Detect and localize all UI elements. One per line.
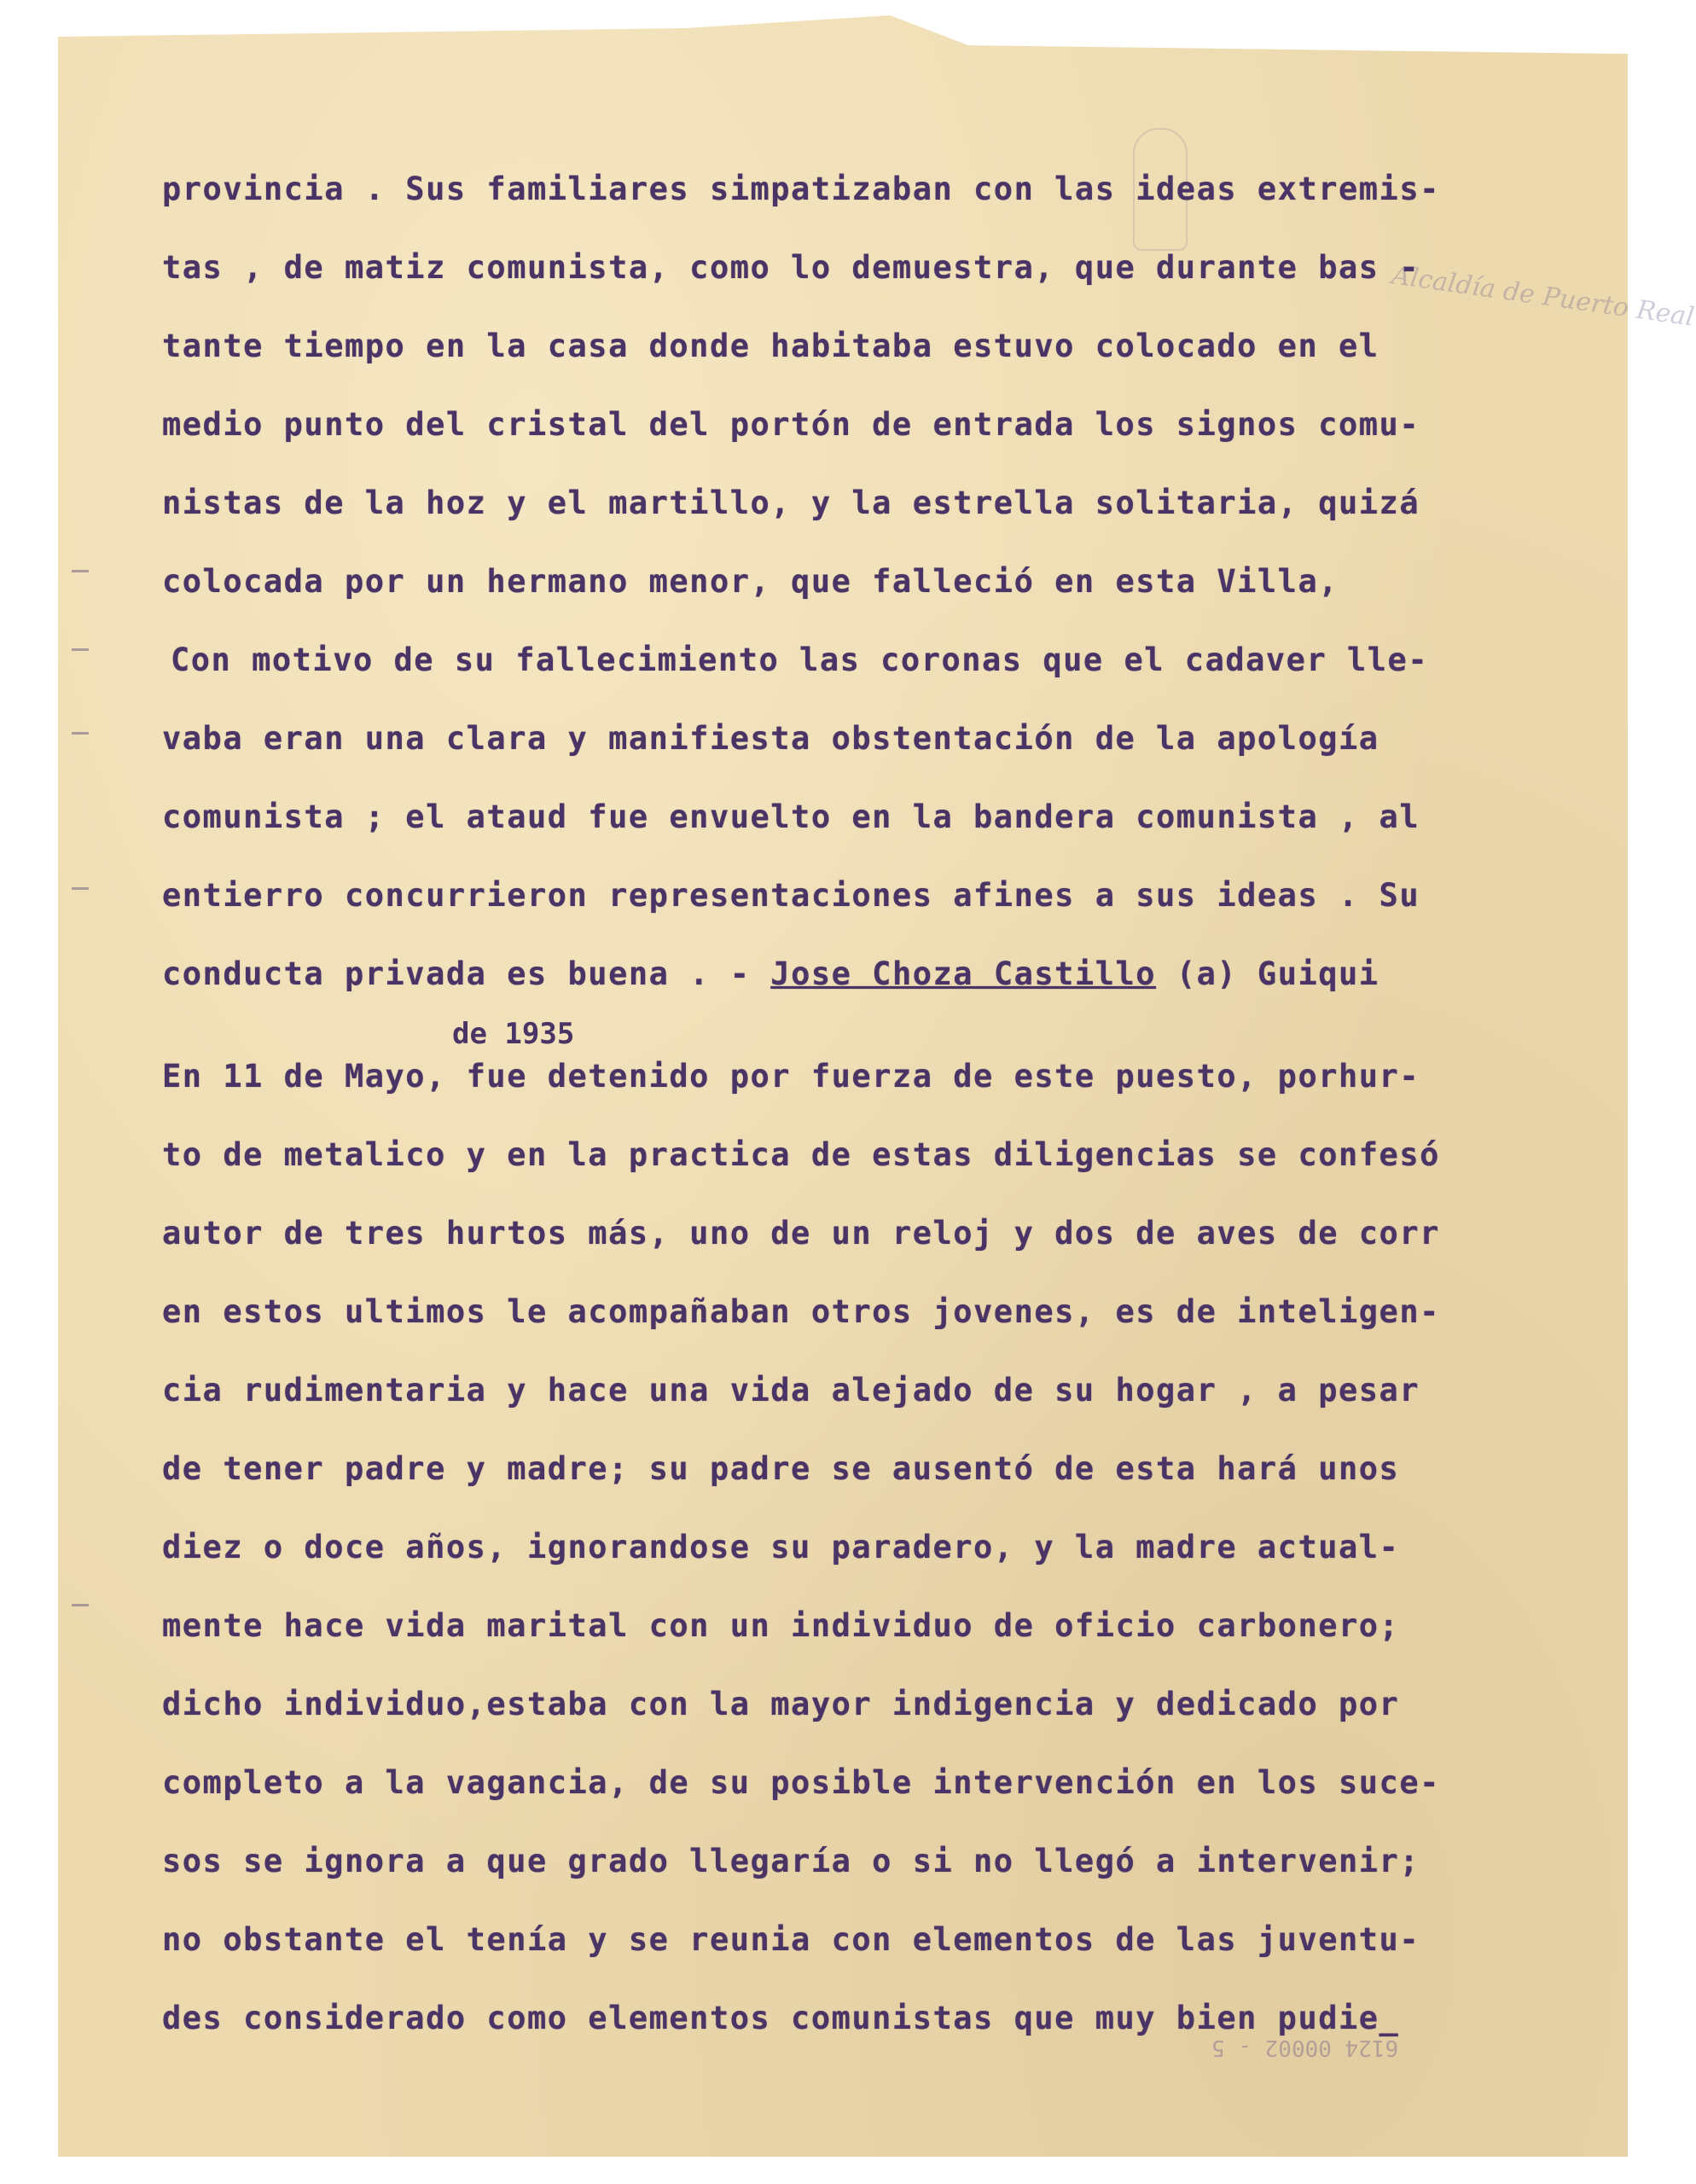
text-line: completo a la vagancia, de su posible intervención en los suce- bbox=[162, 1764, 1440, 1801]
conduct-text: conducta privada es buena . - bbox=[162, 956, 751, 992]
text-line: comunista ; el ataud fue envuelto en la bandera comunista , al bbox=[162, 799, 1420, 835]
margin-mark bbox=[72, 887, 89, 890]
margin-mark bbox=[72, 570, 89, 572]
person-name: Jose Choza Castillo bbox=[770, 956, 1157, 992]
text-line bbox=[162, 956, 1379, 992]
text-line: cia rudimentaria y hace una vida alejado de su hogar , a pesar bbox=[162, 1372, 1420, 1409]
text-line: nistas de la hoz y el martillo, y la estrella solitaria, quizá bbox=[162, 485, 1420, 521]
handwritten-insertion: de 1935 bbox=[452, 1017, 575, 1051]
text-line: en estos ultimos le acompañaban otros jovenes, es de inteligen- bbox=[162, 1293, 1440, 1330]
text-line: dicho individuo,estaba con la mayor indigencia y dedicado por bbox=[162, 1686, 1400, 1722]
text-line: entierro concurrieron representaciones afines a sus ideas . Su bbox=[162, 877, 1420, 914]
text-line: sos se ignora a que grado llegaría o si no llegó a intervenir; bbox=[162, 1843, 1420, 1879]
text-line: medio punto del cristal del portón de entrada los signos comu- bbox=[162, 406, 1420, 443]
person-alias: (a) Guiqui bbox=[1176, 956, 1379, 992]
text-line: provincia . Sus familiares simpatizaban con las ideas extremis- bbox=[162, 171, 1440, 207]
archive-number: 6124 00002 - 5 bbox=[1211, 2035, 1399, 2060]
margin-mark bbox=[72, 1604, 89, 1606]
text-line: tante tiempo en la casa donde habitaba estuvo colocado en el bbox=[162, 328, 1379, 364]
text-line: vaba eran una clara y manifiesta obstentación de la apología bbox=[162, 720, 1379, 757]
text-line: to de metalico y en la practica de estas diligencias se confesó bbox=[162, 1136, 1440, 1173]
text-line: Con motivo de su fallecimiento las coronas que el cadaver lle- bbox=[171, 642, 1429, 678]
text-line: no obstante el tenía y se reunia con elementos de las juventu- bbox=[162, 1921, 1420, 1958]
text-line: de tener padre y madre; su padre se ausentó de esta hará unos bbox=[162, 1450, 1400, 1487]
text-line: mente hace vida marital con un individuo de oficio carbonero; bbox=[162, 1607, 1400, 1644]
text-line: diez o doce años, ignorandose su paradero, y la madre actual- bbox=[162, 1529, 1400, 1565]
text-line: tas , de matiz comunista, como lo demuestra, que durante bas - bbox=[162, 249, 1420, 286]
text-line: autor de tres hurtos más, uno de un reloj y dos de aves de corr bbox=[162, 1215, 1440, 1252]
margin-mark bbox=[72, 732, 89, 735]
margin-mark bbox=[72, 648, 89, 651]
text-line: colocada por un hermano menor, que falleció en esta Villa, bbox=[162, 563, 1339, 600]
stamp-text: Alcaldía de Puerto Real bbox=[1390, 260, 1696, 333]
text-line: des considerado como elementos comunistas que muy bien pudie_ bbox=[162, 2000, 1400, 2036]
text-line: En 11 de Mayo, fue detenido por fuerza de este puesto, porhur- bbox=[162, 1058, 1420, 1095]
